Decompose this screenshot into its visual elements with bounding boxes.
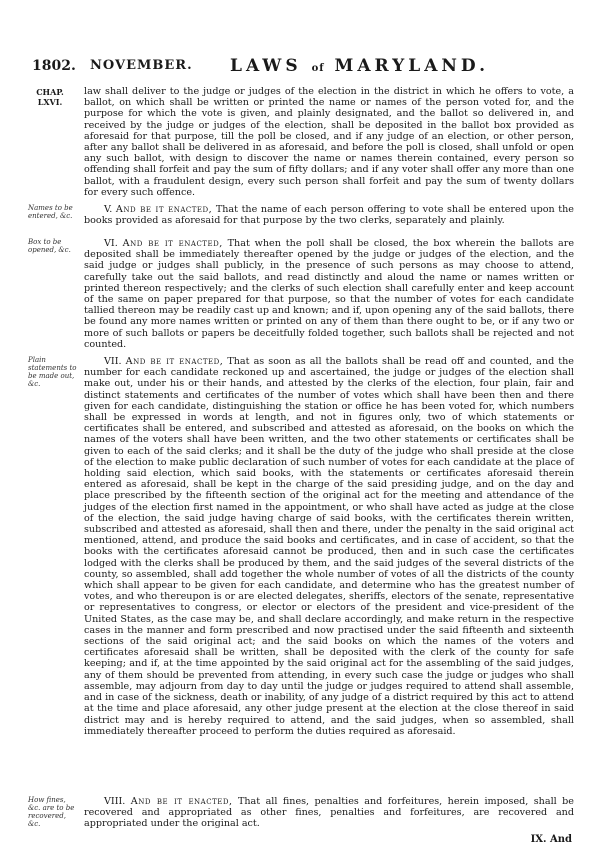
section-vi-paragraph (84, 238, 574, 350)
chapter-number: LXVI. (37, 97, 63, 107)
section-vi (84, 238, 574, 350)
header-year: 1802. (32, 58, 76, 74)
running-header (32, 58, 572, 80)
section-vii-text: That as soon as all the ballots shall be read off and counted, and the number for each candidate reckoned up and ascertained, the judge or judges of the election shall make out, under his or their hands, and attested by the clerks of the election, four plain, fair and distinct statements and certificates of the number of votes which shall have been then and there given for each candidate, distinguishing the station or office he has been voted for, which numbers shall be expressed in words at length, and not in figures only, two of which statements or certificates shall be entered, and subscribed and attested as aforesaid, on the books on which the names of the voters shall have been written, and the two other statements or certificates shall be given to each of the said clerks; and it shall be the duty of the judge who shall preside at the close of the election to make public declaration of such number of votes for each candidate at the place of holding said election, which said books, with the statements or certificates aforesaid therein entered as aforesaid, shall be kept in the charge of the said presiding judge, and on the day and place prescribed by the fifteenth section of the original act for the meeting and attendance of the judges of the election first named in the appointment, or who shall have acted as judge at the close of the election, the said judge having charge of said books, with the certificates therein written, subscribed and attested as aforesaid, shall then and there, under the penalty in the said original act mentioned, attend, and produce the said books and certificates, and in case of accident, so that the books with the certificates aforesaid cannot be produced, then and in such case the certificates lodged with the clerks shall be produced by them, and the said judges of the several districts of the county, so assembled, shall add together the whole number of votes of all the districts of the county which shall appear to be given for each candidate, and determine who has the greatest number of votes, and who thereupon is or are elected delegates, sheriffs, electors of the senate, representative or representatives to congress, or elector or electors of the president and vice-president of the United States, as the case may be, and shall declare accordingly, and make return in the respective cases in the manner and form prescribed and now practised under the said fifteenth and sixteenth sections of the said original act; and the said books on which the names of the voters and certificates aforesaid shall be written, shall be deposited with the clerk of the county for safe keeping; and if, at the time appointed by the said original act for the assembling of the said judges, any of them should be prevented from attending, in every such case the judge or judges who shall assemble, may adjourn from day to day until the judge or judges required to attend shall assemble, and in case of the sickness, death or inability, of any judge of a district required by this act to attend at the time and place aforesaid, any other judge present at the election at the close thereof in said district may and is hereby required to attend, and the said judges, when so assembled, shall immediately thereafter proceed to perform the duties required as aforesaid. (84, 356, 574, 737)
section-viii-text: That all fines, penalties and forfeitures, herein imposed, shall be recovered and appropriated as other fines, penalties and forfeitures, are recovered and appropriated under the original act. (84, 796, 574, 830)
section-intro (84, 86, 574, 198)
section-v (84, 204, 574, 226)
section-vi-number: VI. (104, 238, 118, 249)
header-title-maryland: MARYLAND. (334, 56, 489, 76)
header-title-laws: LAWS (230, 56, 302, 76)
section-viii (84, 796, 574, 830)
section-viii-paragraph (84, 796, 574, 830)
section-vi-enact: And be it enacted, (122, 238, 223, 249)
section-viii-number: VIII. (104, 796, 126, 807)
chapter-label (30, 87, 70, 107)
margin-note-plain: Plain statements to be made out, &c. (28, 356, 77, 388)
section-v-number: V. (104, 204, 113, 215)
section-v-paragraph (84, 204, 574, 226)
intro-paragraph: law shall deliver to the judge or judges of the election in the district in which he offers to vote, a ballot, on which shall be written or printed the name or names of the person voted for, and the purpose for which the vote is given, and plainly designated, and the ballot so delivered in, and received by the judge or judges of the election, shall be deposited in the ballot box provided as aforesaid for that purpose, till the poll be closed, and if any judge of an election, or other person, after any ballot shall be delivered in as aforesaid, and before the poll is closed, shall unfold or open any such ballot, with design to discover the name or names therein contained, every person so offending shall forfeit and pay the sum of fifty dollars; and if any voter shall offer any more than one ballot, with a fraudulent design, every such person shall forfeit and pay the sum of twenty dollars for every such offence. (84, 86, 574, 198)
section-viii-enact: And be it enacted, (130, 796, 233, 807)
section-v-text: That the name of each person offering to vote shall be entered upon the books provided as aforesaid for that purpose by the two clerks, separately and plainly. (84, 204, 574, 227)
section-v-enact: And be it enacted, (115, 204, 213, 215)
section-vii-paragraph (84, 356, 574, 737)
header-month: NOVEMBER. (90, 58, 193, 73)
section-vii-number: VII. (104, 356, 122, 367)
margin-note-box: Box to be opened, &c. (28, 238, 71, 254)
margin-note-names: Names to be entered, &c. (28, 204, 73, 220)
catchword: IX. And (530, 834, 572, 845)
section-vii-enact: And be it enacted, (125, 356, 224, 367)
section-vi-text: That when the poll shall be closed, the box wherein the ballots are deposited shall be immediately thereafter opened by the judge or judges of the election, and the said judge or judges shall publicly, in the presence of such persons as may choose to attend, carefully take out the said ballots, and read distinctly and aloud the name or names written or printed thereon respectively; and the clerks of such election shall carefully enter and keep account of the same on paper prepared for that purpose, so that the number of votes for each candidate tallied thereon may be readily cast up and known; and if, upon opening any of the said ballots, there be found any more names written or printed on any of them than there ought to be, or if any two or more of such ballots or papers be deceitfully folded together, such ballots shall be rejected and not counted. (84, 238, 574, 350)
margin-note-fines: How fines, &c. are to be recovered, &c. (28, 796, 75, 828)
chapter-word: CHAP. (36, 87, 64, 97)
header-title-of: of (311, 63, 325, 74)
header-title (230, 56, 489, 76)
section-vii (84, 356, 574, 737)
